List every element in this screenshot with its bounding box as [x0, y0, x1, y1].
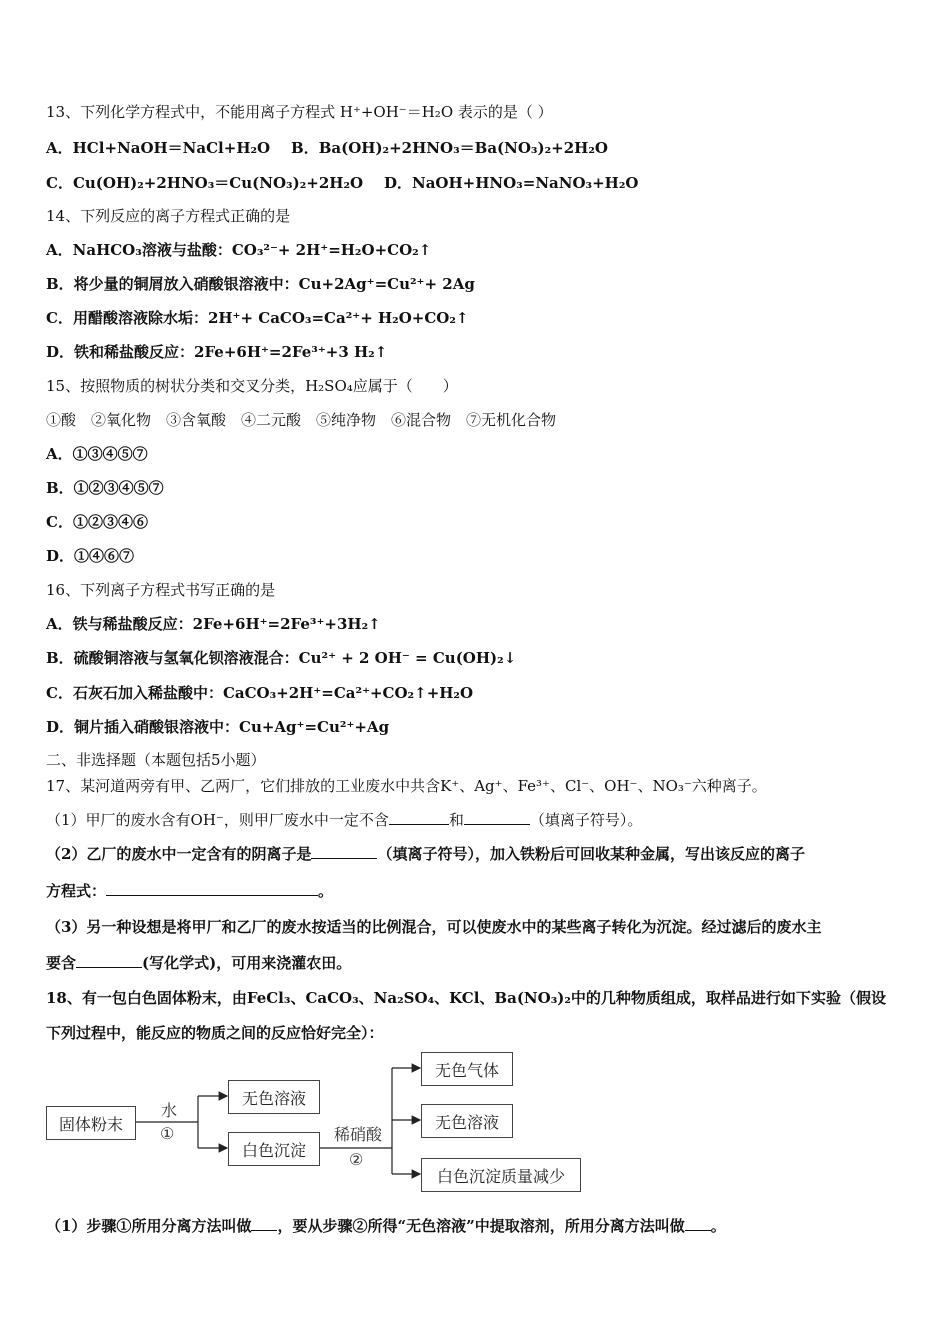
flow-precipitate1-box: 白色沉淀: [228, 1132, 320, 1166]
flow-label-step1: ①: [160, 1124, 175, 1143]
q17-part2: （2）乙厂的废水中一定含有的阴离子是 （填离子符号），加入铁粉后可回收某种金属，写出该反应的离子: [46, 845, 805, 863]
q15-stem: 15、按照物质的树状分类和交叉分类，H₂SO₄应属于（ ）: [46, 377, 458, 395]
flow-gas-box: 无色气体: [421, 1052, 513, 1086]
flow-label-acid: 稀硝酸: [334, 1125, 383, 1144]
q13-option-d: D．NaOH+HNO₃=NaNO₃+H₂O: [383, 174, 639, 192]
q16-option-b: B．硫酸铜溶液与氢氧化钡溶液混合：Cu²⁺ + 2 OH⁻ = Cu(OH)₂↓: [46, 649, 517, 667]
q16-stem: 16、下列离子方程式书写正确的是: [46, 581, 276, 599]
q15-items: ①酸 ②氧化物 ③含氧酸 ④二元酸 ⑤纯净物 ⑥混合物 ⑦无机化合物: [46, 411, 557, 429]
q17-stem: 17、某河道两旁有甲、乙两厂，它们排放的工业废水中共含K⁺、Ag⁺、Fe³⁺、Cl⁻、OH⁻、NO₃⁻六种离子。: [46, 777, 767, 795]
q13-stem: 13、下列化学方程式中，不能用离子方程式 H⁺+OH⁻＝H₂O 表示的是（ ）: [46, 103, 553, 121]
q17-part3: （3）另一种设想是将甲厂和乙厂的废水按适当的比例混合，可以使废水中的某些离子转化为沉淀。经过滤后的废水主: [46, 918, 822, 936]
q18-stem: 18、有一包白色固体粉末，由FeCl₃、CaCO₃、Na₂SO₄、KCl、Ba(NO₃)₂中的几种物质组成，取样品进行如下实验（假设: [46, 989, 886, 1007]
section-heading: 二、非选择题（本题包括5小题）: [46, 751, 266, 769]
flow-label-step2: ②: [349, 1150, 364, 1169]
q18-stem-cont: 下列过程中，能反应的物质之间的反应恰好完全）：: [46, 1024, 384, 1042]
q17-part3-cont: 要含 (写化学式)，可用来浇灌农田。: [46, 954, 352, 972]
q13-option-a: A．HCl+NaOH＝NaCl+H₂O: [46, 139, 271, 157]
q17-part2-equation: 方程式： 。: [46, 882, 334, 900]
q16-option-c: C．石灰石加入稀盐酸中：CaCO₃+2H⁺=Ca²⁺+CO₂↑+H₂O: [46, 684, 474, 702]
answer-blank[interactable]: [251, 1216, 277, 1231]
flow-label-water: 水: [161, 1101, 178, 1120]
q14-stem: 14、下列反应的离子方程式正确的是: [46, 207, 291, 225]
q15-option-c: C．①②③④⑥: [46, 513, 148, 531]
q16-option-a: A．铁与稀盐酸反应：2Fe+6H⁺=2Fe³⁺+3H₂↑: [46, 615, 381, 633]
flow-start-box: 固体粉末: [46, 1106, 136, 1140]
answer-blank[interactable]: [685, 1216, 711, 1231]
q13-option-c: C．Cu(OH)₂+2HNO₃＝Cu(NO₃)₂+2H₂O: [46, 174, 364, 192]
flow-precipitate2-box: 白色沉淀质量减少: [421, 1158, 581, 1192]
q16-option-d: D．铜片插入硝酸银溶液中：Cu+Ag⁺=Cu²⁺+Ag: [46, 718, 390, 736]
flow-solution2-box: 无色溶液: [421, 1104, 513, 1138]
q18-part1: （1）步骤①所用分离方法叫做 ，要从步骤②所得“无色溶液”中提取溶剂，所用分离方法叫做 。: [46, 1217, 726, 1235]
q17-part1: （1）甲厂的废水含有OH⁻，则甲厂废水中一定不含 和 （填离子符号）。: [46, 811, 643, 829]
q15-option-d: D．①④⑥⑦: [46, 547, 135, 565]
q15-option-a: A．①③④⑤⑦: [46, 445, 148, 463]
flow-solution1-box: 无色溶液: [228, 1080, 320, 1114]
q13-option-b: B．Ba(OH)₂+2HNO₃＝Ba(NO₃)₂+2H₂O: [291, 139, 608, 157]
q15-option-b: B．①②③④⑤⑦: [46, 479, 164, 497]
q14-option-b: B．将少量的铜屑放入硝酸银溶液中：Cu+2Ag⁺=Cu²⁺+ 2Ag: [46, 275, 475, 293]
q14-option-a: A．NaHCO₃溶液与盐酸：CO₃²⁻+ 2H⁺=H₂O+CO₂↑: [46, 241, 432, 259]
q14-option-c: C．用醋酸溶液除水垢：2H⁺+ CaCO₃=Ca²⁺+ H₂O+CO₂↑: [46, 309, 469, 327]
q14-option-d: D．铁和稀盐酸反应：2Fe+6H⁺=2Fe³⁺+3 H₂↑: [46, 343, 388, 361]
